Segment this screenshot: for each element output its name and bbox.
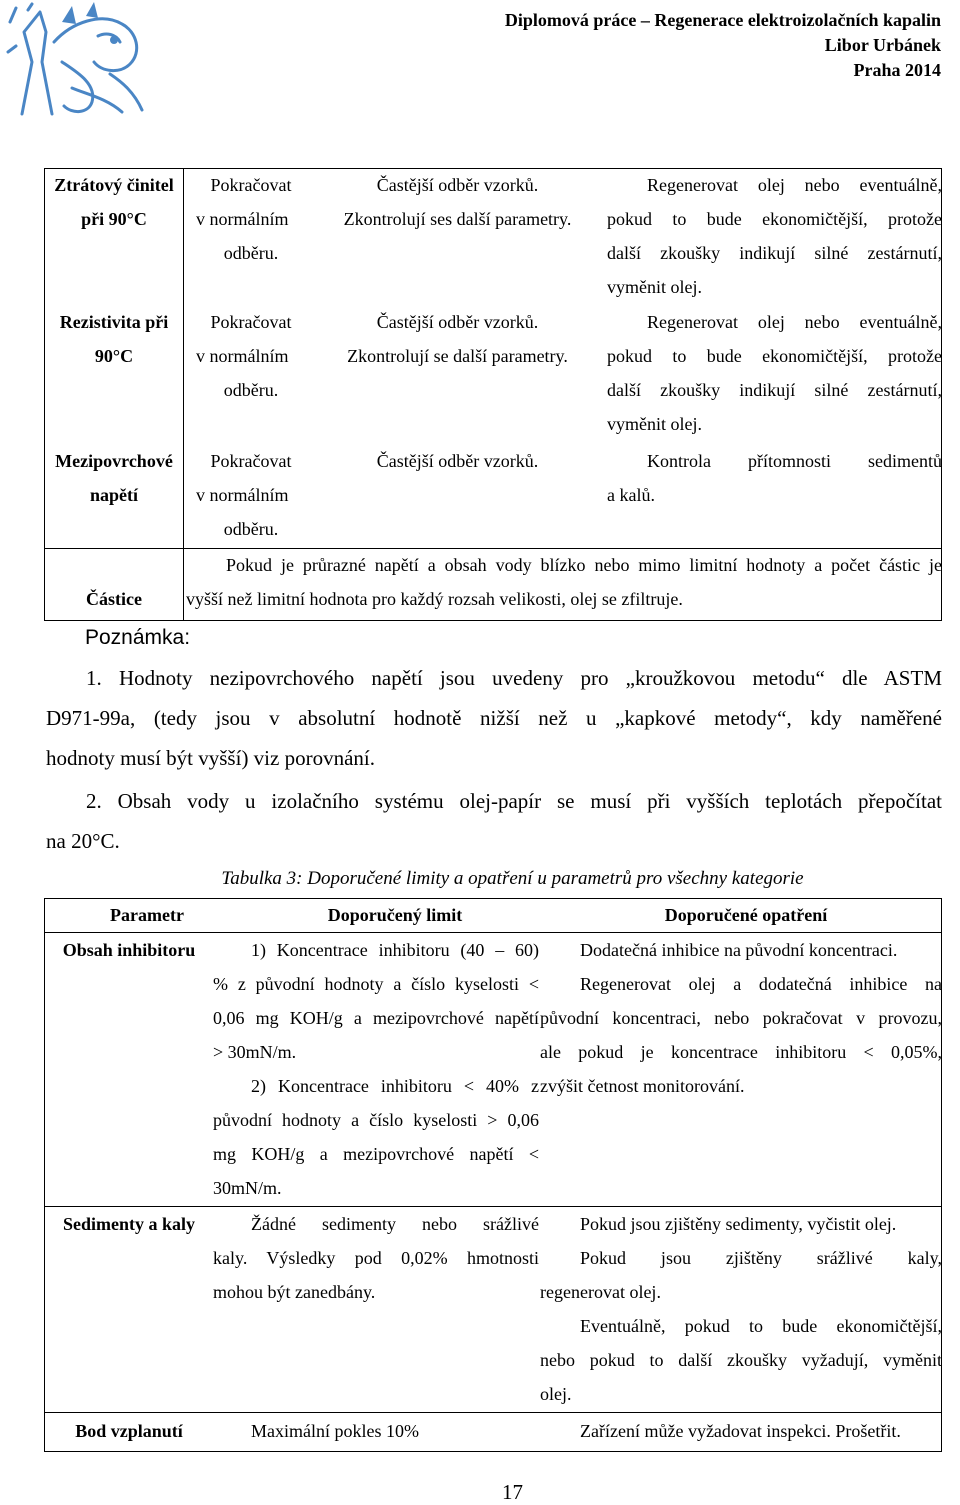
table2-row-action: Pokud jsou zjištěny sedimenty, vyčistit olej. Pokud jsou zjištěny srážlivé kaly, regenerovat olej. Eventuálně, pokud to bude ekonomičtější, nebo pokud to další zkoušky vyžadují, vyměnit olej. bbox=[540, 1214, 942, 1404]
header-year: Praha 2014 bbox=[853, 60, 941, 80]
table-caption: Tabulka 3: Doporučené limity a opatření u parametrů pro všechny kategorie bbox=[221, 868, 804, 889]
university-logo-icon bbox=[2, 2, 152, 120]
table2-row-param: Bod vzplanutí bbox=[75, 1421, 183, 1441]
table2-header-action: Doporučené opatření bbox=[664, 905, 828, 925]
table1-row-normal: Pokračovat v normálním odběru. bbox=[196, 451, 292, 539]
table1-row-action: Regenerovat olej nebo eventuálně, pokud to bude ekonomičtější, protože další zkoušky indikují silné zestárnutí, vyměnit olej. bbox=[607, 175, 942, 297]
table2-row-action: Zařízení může vyžadovat inspekci. Prošetřit. bbox=[580, 1421, 901, 1441]
table1-row-param: Rezistivita při 90°C bbox=[59, 312, 169, 366]
table2-row-param: Sedimenty a kaly bbox=[62, 1214, 195, 1234]
table1-row-normal: Pokračovat v normálním odběru. bbox=[196, 312, 292, 400]
table1-row-action: Regenerovat olej nebo eventuálně, pokud to bude ekonomičtější, protože další zkoušky indikují silné zestárnutí, vyměnit olej. bbox=[607, 312, 942, 434]
header-title: Diplomová práce – Regenerace elektroizolačních kapalin bbox=[504, 10, 941, 30]
table1-row-mid: Častější odběr vzorků. bbox=[376, 451, 539, 471]
table1-row-param: Mezipovrchové napětí bbox=[55, 451, 173, 505]
table1-row-normal: Pokračovat v normálním odběru. bbox=[196, 175, 292, 263]
table2-row-limit: Žádné sedimenty nebo srážlivé kaly. Výsledky pod 0,02% hmotnosti mohou být zanedbány. bbox=[213, 1214, 539, 1302]
table2-header-param: Parametr bbox=[110, 905, 184, 925]
header-author: Libor Urbánek bbox=[824, 35, 941, 55]
table1-row-mid: Častější odběr vzorků. Zkontrolují ses další parametry. bbox=[343, 175, 572, 229]
running-header bbox=[505, 8, 941, 83]
page-number: 17 bbox=[502, 1480, 523, 1504]
table1-row-mid: Častější odběr vzorků. Zkontrolují se další parametry. bbox=[347, 312, 568, 366]
note-label: Poznámka: bbox=[85, 626, 191, 649]
note-paragraph-2: 2. Obsah vody u izolačního systému olej-papír se musí při vyšších teplotách přepočítat na 20°C. bbox=[46, 789, 942, 853]
table2-header-limit: Doporučený limit bbox=[327, 905, 463, 925]
table1-row-action: Kontrola přítomnosti sedimentů a kalů. bbox=[607, 451, 942, 505]
note-paragraph-1: 1. Hodnoty nezipovrchového napětí jsou uvedeny pro „kroužkovou metodu“ dle ASTM D971-99a, (tedy jsou v absolutní hodnotě nižší než u „kapkové metody“, kdy naměřené hodnoty musí být vyšší) viz porovnání. bbox=[46, 666, 942, 770]
table2-row-limit: Maximální pokles 10% bbox=[251, 1421, 419, 1441]
table1-particles-label: Částice bbox=[86, 589, 142, 609]
table1-particles-text: Pokud je průrazné napětí a obsah vody blízko nebo mimo limitní hodnoty a počet částic je vyšší než limitní hodnota pro každý rozsah velikosti, olej se zfiltruje. bbox=[186, 555, 942, 609]
table2-row-action: Dodatečná inhibice na původní koncentraci. Regenerovat olej a dodatečná inhibice na původní koncentraci, nebo pokračovat v provozu, ale pokud je koncentrace inhibitoru < 0,05%, zvýšit četnost monitorování. bbox=[540, 940, 942, 1096]
table2-row-param: Obsah inhibitoru bbox=[62, 940, 196, 960]
table2-row-limit: 1) Koncentrace inhibitoru (40 – 60) % z původní hodnoty a číslo kyselosti < 0,06 mg KOH/g a mezipovrchové napětí > 30mN/m. 2) Koncentrace inhibitoru < 40% z původní hodnoty a číslo kyselosti > 0,06 mg KOH/g a mezipovrchové napětí < 30mN/m. bbox=[213, 940, 539, 1198]
table1-row-param: Ztrátový činitel při 90°C bbox=[54, 175, 174, 229]
